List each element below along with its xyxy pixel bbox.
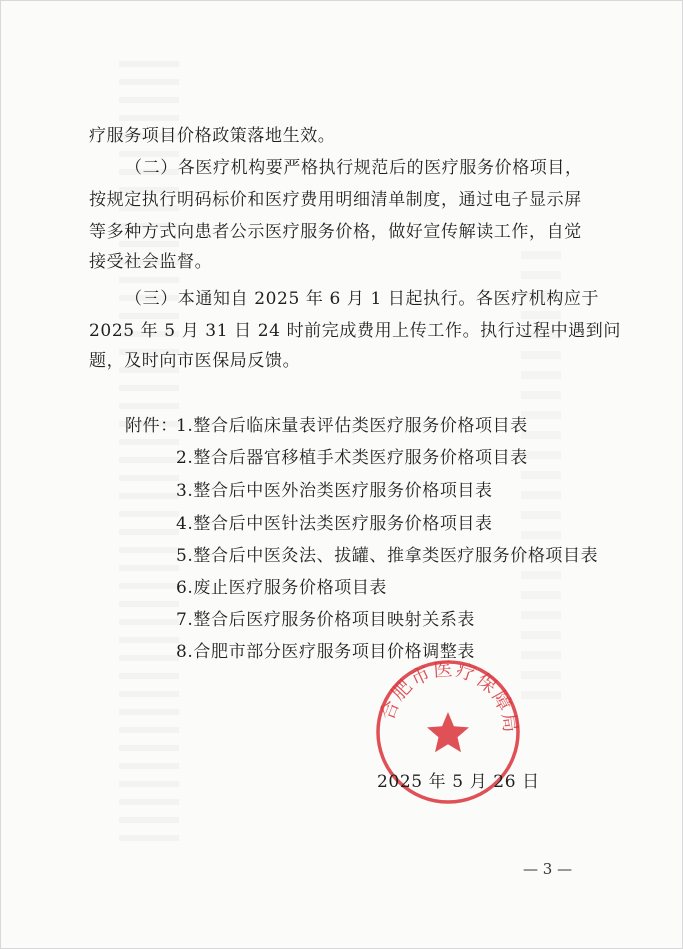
attachment-item: 4.整合后中医针法类医疗服务价格项目表	[176, 514, 493, 534]
attachment-item: 2.整合后器官移植手术类医疗服务价格项目表	[176, 448, 528, 468]
attachment-item: 7.整合后医疗服务价格项目映射关系表	[176, 610, 476, 630]
signature-date: 2025 年 5 月 26 日	[377, 772, 540, 792]
attachments-label: 附件：	[125, 416, 178, 436]
body-line: 接受社会监督。	[89, 252, 213, 272]
body-line: 2025 年 5 月 31 日 24 时前完成费用上传工作。执行过程中遇到问	[89, 321, 621, 341]
body-line: 按规定执行明码标价和医疗费用明细清单制度，通过电子显示屏	[89, 190, 582, 210]
body-line: 题，及时向市医保局反馈。	[89, 351, 301, 371]
bleed-through-shadow	[119, 61, 179, 841]
body-line: 等多种方式向患者公示医疗服务价格，做好宣传解读工作，自觉	[89, 222, 582, 242]
page-number: — 3 —	[523, 860, 573, 878]
attachment-item: 6.废止医疗服务价格项目表	[176, 578, 388, 598]
body-line: （二）各医疗机构要严格执行规范后的医疗服务价格项目，	[125, 158, 583, 178]
attachment-item: 3.整合后中医外治类医疗服务价格项目表	[176, 481, 493, 501]
attachment-item: 5.整合后中医灸法、拔罐、推拿类医疗服务价格项目表	[176, 546, 599, 566]
attachment-item: 1.整合后临床量表评估类医疗服务价格项目表	[176, 416, 528, 436]
body-line: （三）本通知自 2025 年 6 月 1 日起执行。各医疗机构应于	[125, 289, 600, 309]
seal-text: 合肥市医疗保障局	[376, 658, 522, 736]
body-line: 疗服务项目价格政策落地生效。	[89, 126, 336, 146]
attachment-item: 8.合肥市部分医疗服务项目价格调整表	[176, 642, 476, 662]
